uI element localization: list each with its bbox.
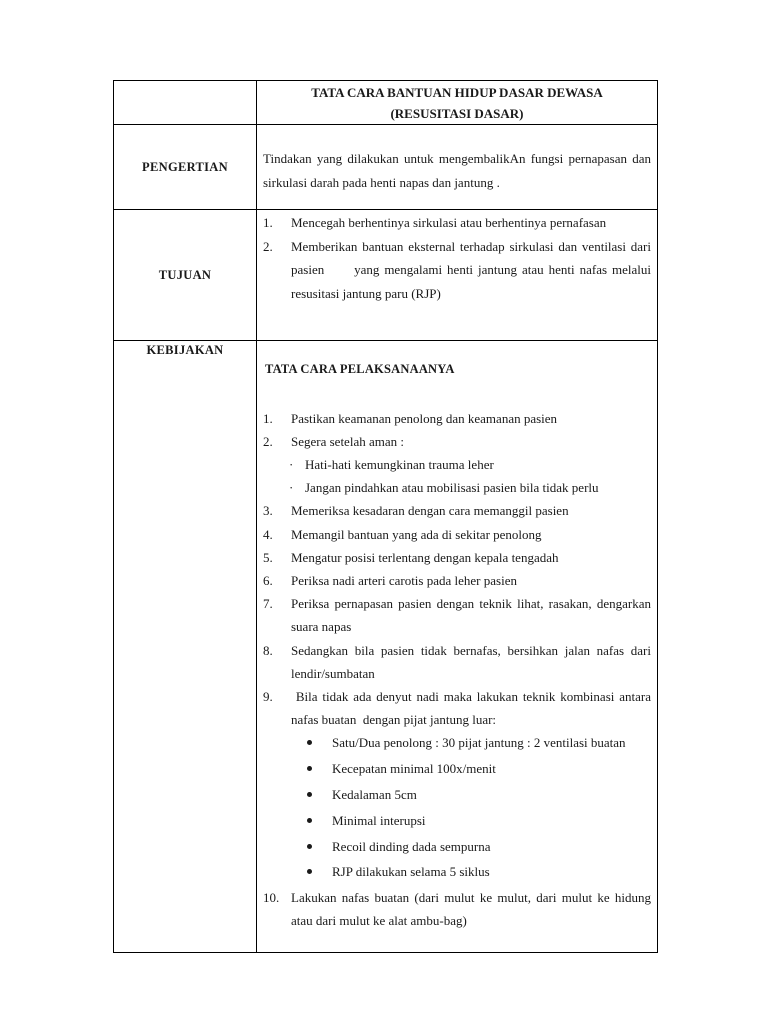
bullet-dot: · bbox=[289, 480, 294, 496]
bullet-item bbox=[257, 731, 657, 755]
item-number: 3. bbox=[263, 503, 273, 519]
document-title bbox=[257, 81, 658, 125]
bullet-dot-icon bbox=[307, 818, 312, 823]
list-item bbox=[257, 592, 657, 638]
list-item bbox=[257, 430, 657, 453]
bullet-dot: · bbox=[289, 457, 294, 473]
list-item bbox=[257, 569, 657, 592]
item-number: 7. bbox=[263, 596, 273, 612]
bullet-item bbox=[257, 757, 657, 781]
item-text: Periksa pernapasan pasien dengan teknik lihat, rasakan, dengarkan suara napas bbox=[291, 596, 651, 635]
item-number: 4. bbox=[263, 526, 273, 542]
item-number: 2. bbox=[263, 434, 273, 450]
step9-bullets bbox=[257, 731, 657, 883]
tujuan-list bbox=[257, 210, 657, 305]
item-text: Bila tidak ada denyut nadi maka lakukan teknik kombinasi antara nafas buatan dengan pijat jantung luar: bbox=[291, 689, 655, 728]
item-number: 1. bbox=[263, 411, 273, 426]
item-number: 9. bbox=[263, 689, 273, 705]
sub-item-text: Hati-hati kemungkinan trauma leher bbox=[305, 457, 494, 473]
item-number: 1. bbox=[263, 215, 273, 230]
bullet-text: Kecepatan minimal 100x/menit bbox=[332, 761, 496, 777]
list-item bbox=[257, 886, 657, 932]
item-text: Lakukan nafas buatan (dari mulut ke mulut, dari mulut ke hidung atau dari mulut ke alat ambu-bag) bbox=[291, 890, 651, 929]
sub-list-item bbox=[257, 476, 657, 499]
bullet-dot-icon bbox=[307, 740, 312, 745]
item-text: Segera setelah aman : bbox=[291, 434, 404, 450]
tujuan-row bbox=[114, 210, 658, 341]
title-line-2: (RESUSITASI DASAR) bbox=[390, 106, 524, 121]
bullet-item bbox=[257, 835, 657, 859]
item-text: Mencegah berhentinya sirkulasi atau berhentinya pernafasan bbox=[291, 215, 607, 230]
list-item bbox=[257, 235, 657, 306]
item-text: Mengatur posisi terlentang dengan kepala tengadah bbox=[291, 549, 559, 565]
list-item bbox=[257, 523, 657, 546]
list-item bbox=[257, 546, 657, 569]
bullet-text: RJP dilakukan selama 5 siklus bbox=[332, 864, 490, 880]
list-item bbox=[257, 211, 657, 235]
item-text: Pastikan keamanan penolong dan keamanan pasien bbox=[291, 411, 558, 426]
bullet-dot-icon bbox=[307, 869, 312, 874]
item-text: Memeriksa kesadaran dengan cara memanggil pasien bbox=[291, 503, 569, 519]
bullet-text: Satu/Dua penolong : 30 pijat jantung : 2 ventilasi buatan bbox=[332, 735, 626, 751]
pengertian-label: PENGERTIAN bbox=[114, 125, 257, 210]
list-item bbox=[257, 685, 657, 731]
item-number: 8. bbox=[263, 642, 273, 658]
tujuan-cell bbox=[257, 210, 658, 341]
procedure-table bbox=[113, 80, 658, 953]
list-item bbox=[257, 639, 657, 685]
item-text: Memberikan bantuan eksternal terhadap sirkulasi dan ventilasi dari pasien yang mengalami henti jantung atau henti nafas melalui resusitasi jantung paru (RJP) bbox=[291, 238, 655, 301]
item-number: 10. bbox=[263, 890, 280, 906]
bullet-text: Recoil dinding dada sempurna bbox=[332, 838, 491, 854]
title-label-cell bbox=[114, 81, 257, 125]
item-text: Periksa nadi arteri carotis pada leher pasien bbox=[291, 573, 517, 589]
bullet-item bbox=[257, 860, 657, 884]
bullet-text: Minimal interupsi bbox=[332, 812, 426, 828]
list-item bbox=[257, 407, 657, 430]
kebijakan-cell bbox=[257, 341, 658, 953]
section-heading: TATA CARA PELAKSANAANYA bbox=[265, 362, 455, 376]
title-line-1: TATA CARA BANTUAN HIDUP DASAR DEWASA bbox=[311, 85, 603, 100]
sub-item-text: Jangan pindahkan atau mobilisasi pasien bila tidak perlu bbox=[305, 480, 599, 496]
bullet-dot-icon bbox=[307, 766, 312, 771]
bullet-dot-icon bbox=[307, 844, 312, 849]
pengertian-cell bbox=[257, 125, 658, 210]
sub-list-item bbox=[257, 453, 657, 476]
item-number: 2. bbox=[263, 238, 273, 254]
pengertian-text: Tindakan yang dilakukan untuk mengembalikAn fungsi pernapasan dan sirkulasi darah pada henti napas dan jantung . bbox=[263, 151, 651, 190]
title-row bbox=[114, 81, 658, 125]
item-text: Memangil bantuan yang ada di sekitar penolong bbox=[291, 526, 542, 542]
bullet-item bbox=[257, 809, 657, 833]
item-number: 5. bbox=[263, 549, 273, 565]
tujuan-label: TUJUAN bbox=[114, 210, 257, 341]
steps-list bbox=[257, 386, 657, 933]
pengertian-row bbox=[114, 125, 658, 210]
list-item bbox=[257, 499, 657, 522]
kebijakan-row bbox=[114, 341, 658, 953]
kebijakan-label: KEBIJAKAN bbox=[114, 341, 257, 953]
bullet-dot-icon bbox=[307, 792, 312, 797]
item-number: 6. bbox=[263, 573, 273, 589]
bullet-item bbox=[257, 783, 657, 807]
item-text: Sedangkan bila pasien tidak bernafas, bersihkan jalan nafas dari lendir/sumbatan bbox=[291, 642, 651, 681]
bullet-text: Kedalaman 5cm bbox=[332, 787, 417, 803]
